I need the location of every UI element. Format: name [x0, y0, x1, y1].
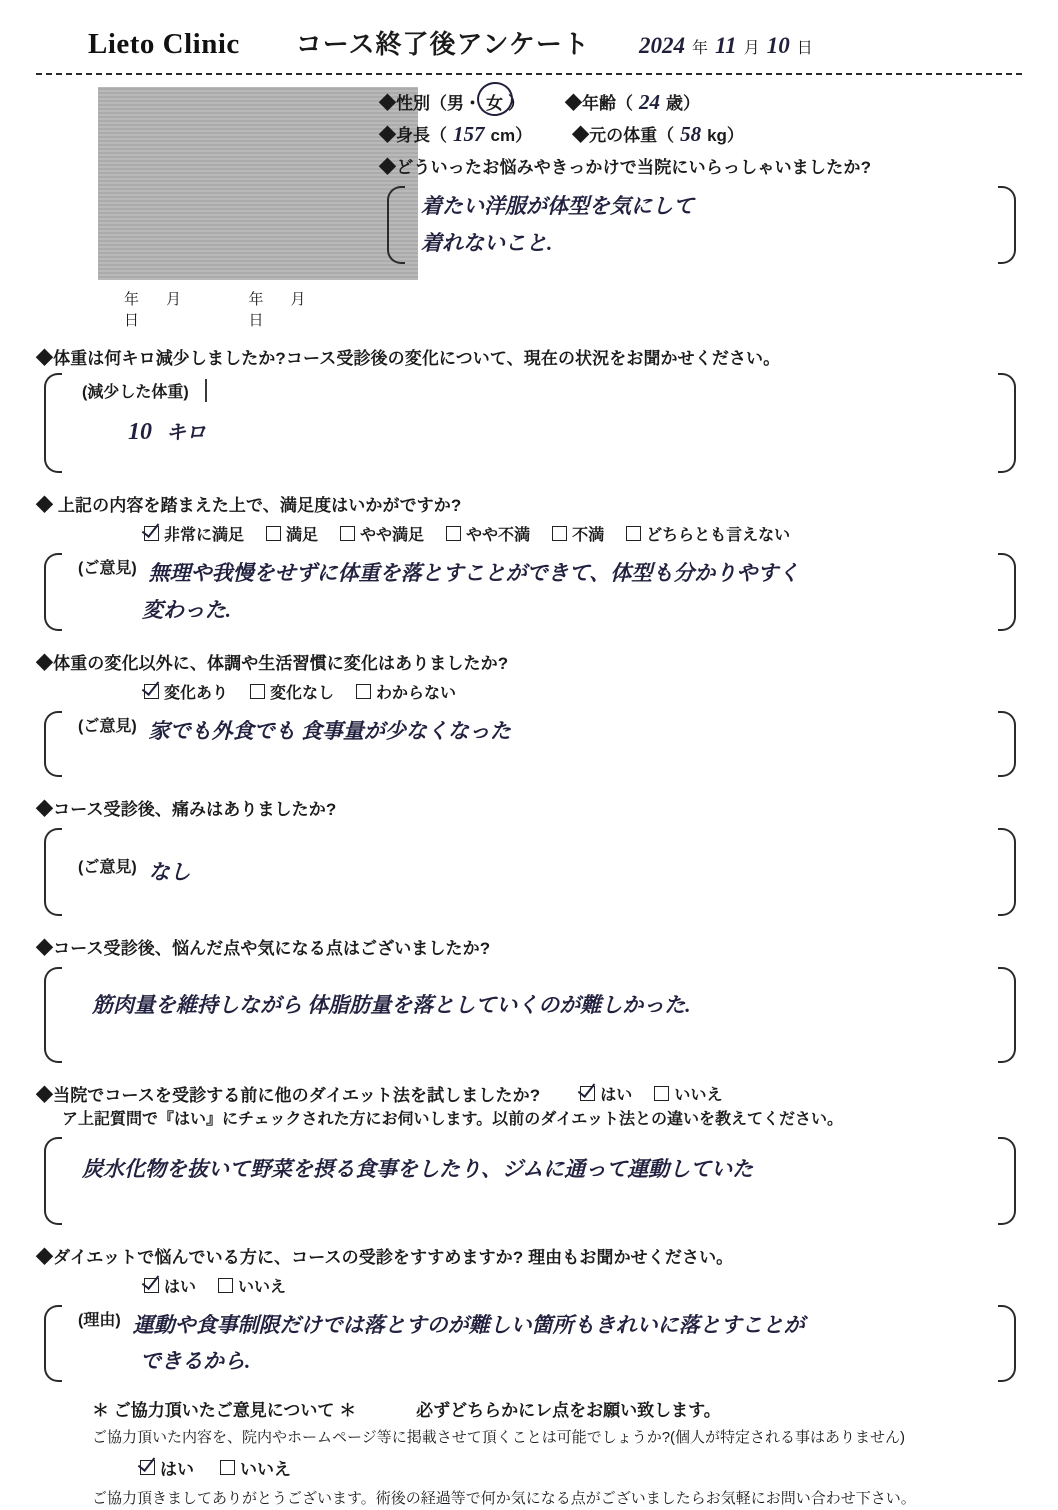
date-year-label: 年: [691, 40, 708, 57]
checkbox-icon[interactable]: [140, 1460, 155, 1475]
footer-heading-right: 必ずどちらかにレ点をお願い致します。: [416, 1401, 721, 1420]
date-field: [634, 33, 813, 59]
gender-option-male[interactable]: 男: [447, 94, 464, 113]
option-label: 変化なし: [270, 684, 335, 702]
other-diet-option-1[interactable]: [654, 1082, 722, 1105]
question-recommend: ◆ダイエットで悩んでいる方に、コースの受診をすすめますか? 理由もお聞かせください。: [36, 1247, 734, 1267]
option-label: はい: [600, 1086, 633, 1104]
lifestyle-options: [36, 674, 1022, 703]
reason-label: (理由): [78, 1311, 121, 1329]
checkbox-icon[interactable]: [144, 526, 159, 541]
option-label: いいえ: [238, 1278, 287, 1296]
lifestyle-opinion-row: [78, 713, 994, 750]
checkbox-icon[interactable]: [580, 1086, 595, 1101]
footer-option-1[interactable]: [220, 1455, 291, 1480]
other-diet-option-0[interactable]: [580, 1082, 632, 1105]
top-section: [36, 87, 1022, 330]
page-title: コース終了後アンケート: [295, 29, 590, 59]
profile-row-1: [379, 89, 1022, 115]
opinion-label: (ご意見): [78, 560, 137, 577]
photo-column: [36, 87, 361, 330]
footer-heading-left: ＊ ご協力頂いたご意見について ＊: [92, 1401, 357, 1420]
option-label: 不満: [572, 527, 605, 544]
original-weight-label: ◆元の体重: [572, 126, 658, 145]
original-weight-value: 58: [680, 122, 702, 146]
height-value: 157: [453, 122, 485, 146]
satisfaction-opinion-row: [78, 555, 994, 592]
option-label: わからない: [376, 684, 457, 702]
satisfaction-option-5[interactable]: [626, 522, 790, 545]
checkbox-icon[interactable]: [144, 684, 159, 699]
pain-opinion-row: [78, 854, 994, 891]
footer-consent-options: [36, 1449, 1022, 1480]
checkbox-icon[interactable]: [356, 684, 371, 699]
recommend-option-1[interactable]: [218, 1274, 286, 1297]
weight-loss-value: 10: [128, 419, 152, 445]
satisfaction-options: [36, 516, 1022, 545]
gender-field: ◆性別 （ 男 ・ 女 ）: [379, 89, 525, 114]
option-label: いいえ: [674, 1086, 723, 1104]
age-unit: 歳: [666, 94, 683, 113]
date-month-label: 月: [743, 40, 760, 57]
question-satisfaction: ◆ 上記の内容を踏まえた上で、満足度はいかがですか?: [36, 496, 462, 515]
question-weight-change: ◆体重は何キロ減少しましたか?コース受診後の変化について、現在の状況をお聞かせください。: [36, 349, 781, 368]
question-other-diet: ◆当院でコースを受診する前に他のダイエット法を試しましたか?: [36, 1085, 541, 1105]
answer-other-diet-line1: 炭水化物を抜いて野菜を摂る食事をしたり、ジムに通って運動していた: [82, 1156, 754, 1181]
checkbox-icon[interactable]: [266, 526, 281, 541]
lifestyle-option-0[interactable]: [144, 680, 228, 703]
recommend-option-0[interactable]: [144, 1274, 196, 1297]
answer-lifestyle-line1: 家でも外食でも 食事量が少なくなった: [148, 718, 511, 743]
satisfaction-option-1[interactable]: [266, 522, 318, 545]
age-label: ◆年齢: [565, 94, 616, 113]
clinic-logo: Lieto Clinic: [88, 28, 240, 60]
satisfaction-option-2[interactable]: [340, 522, 424, 545]
answer-concerns-line1: 筋肉量を維持しながら 体脂肪量を落としていくのが難しかった.: [92, 992, 691, 1017]
question-lifestyle: ◆体重の変化以外に、体調や生活習慣に変化はありましたか?: [36, 653, 509, 673]
gender-label: ◆性別: [379, 94, 430, 113]
answer-pain: [36, 824, 1022, 920]
checkbox-icon[interactable]: [446, 526, 461, 541]
answer-other-diet: [36, 1133, 1022, 1229]
option-label: 満足: [286, 527, 319, 544]
age-field: ◆年齢 （ 24 歳 ）: [565, 90, 700, 114]
option-label: いいえ: [240, 1459, 291, 1479]
checkbox-icon[interactable]: [250, 684, 265, 699]
date-year-value: 2024: [638, 33, 685, 58]
original-weight-unit: kg: [707, 126, 727, 145]
answer-weight-change: [36, 369, 1022, 477]
option-label: どちらとも言えない: [646, 527, 791, 544]
profile-column: [379, 87, 1022, 330]
option-label: やや満足: [360, 527, 425, 544]
answer-satisfaction-line1: 無理や我慢をせずに体重を落とすことができて、体型も分かりやすく: [148, 561, 800, 585]
satisfaction-option-0[interactable]: [144, 522, 244, 545]
checkbox-icon[interactable]: [218, 1278, 233, 1293]
option-label: 非常に満足: [164, 527, 245, 544]
option-label: はい: [164, 1278, 197, 1296]
opinion-label: (ご意見): [78, 858, 137, 876]
answer-concerns: [36, 963, 1022, 1067]
date-day-label: 日: [796, 40, 813, 57]
footer-thanks-text: ご協力頂きましてありがとうございます。術後の経過等で何か気になる点がございましたらお気軽にお問い合わせ下さい。: [92, 1489, 916, 1507]
footer-option-0[interactable]: [140, 1455, 194, 1480]
option-label: やや不満: [466, 527, 531, 544]
checkbox-icon[interactable]: [626, 526, 641, 541]
recommend-options: [36, 1268, 1022, 1297]
patient-photo: [98, 87, 418, 280]
answer-recommend-line2: できるから.: [140, 1349, 251, 1374]
question-other-diet-row: [36, 1081, 1022, 1106]
height-unit: cm: [490, 126, 516, 145]
date-month-value: 11: [714, 33, 737, 58]
age-value: 24: [639, 90, 660, 114]
answer-reason-line1: 着たい洋服が体型を気にして: [421, 194, 694, 218]
weight-loss-unit: キロ: [166, 422, 206, 444]
footer-heading-row: [36, 1396, 1022, 1421]
answer-pain-line1: なし: [148, 859, 191, 884]
header-divider: [36, 73, 1022, 75]
answer-satisfaction-line2: 変わった.: [142, 597, 232, 622]
checkbox-icon[interactable]: [552, 526, 567, 541]
gender-option-female[interactable]: 女: [481, 89, 508, 114]
photo-date-label-2: 年 月 日: [248, 291, 333, 329]
checkbox-icon[interactable]: [144, 1278, 159, 1293]
height-field: ◆身長 （ 157 cm ）: [379, 122, 533, 146]
question-pain: ◆コース受診後、痛みはありましたか?: [36, 799, 337, 819]
option-label: 変化あり: [164, 684, 229, 702]
recommend-reason-row: [78, 1307, 994, 1344]
date-day-value: 10: [766, 33, 790, 58]
lifestyle-option-2[interactable]: [356, 680, 456, 703]
satisfaction-option-4[interactable]: [552, 522, 604, 545]
checkbox-icon[interactable]: [654, 1086, 669, 1101]
checkbox-icon[interactable]: [340, 526, 355, 541]
answer-reason-line2: 着れないこと.: [421, 230, 553, 255]
opinion-label: (ご意見): [78, 717, 137, 735]
question-reason: ◆どういったお悩みやきっかけで当院にいらっしゃいましたか?: [379, 158, 872, 177]
answer-recommend-line1: 運動や食事制限だけでは落とすのが難しい箇所もきれいに落とすことが: [132, 1312, 805, 1337]
page-header: [36, 18, 1022, 71]
photo-date-label-1: 年 月 日: [124, 291, 209, 329]
question-concerns: ◆コース受診後、悩んだ点や気になる点はございましたか?: [36, 938, 491, 958]
profile-row-2: [379, 121, 1022, 147]
answer-lifestyle: [36, 707, 1022, 781]
answer-satisfaction: [36, 549, 1022, 635]
page-footer: [36, 1396, 1022, 1510]
height-label: ◆身長: [379, 126, 430, 145]
original-weight-field: ◆元の体重 （ 58 kg ）: [572, 122, 744, 146]
answer-recommend: [36, 1301, 1022, 1387]
question-other-diet-sub: ア上記質問で『はい』にチェックされた方にお伺いします。以前のダイエット法との違いを教えてください。: [62, 1110, 843, 1128]
option-label: はい: [160, 1459, 194, 1479]
weight-loss-label: (減少した体重): [82, 384, 189, 401]
satisfaction-option-3[interactable]: [446, 522, 530, 545]
footer-consent-text: ご協力頂いた内容を、院内やホームページ等に掲載させて頂くことは可能でしょうか?(個人が特定される事はありません): [92, 1429, 906, 1446]
weight-loss-value-row: [82, 402, 1022, 446]
checkbox-icon[interactable]: [220, 1460, 235, 1475]
lifestyle-option-1[interactable]: [250, 680, 334, 703]
photo-date-labels: [98, 280, 361, 330]
answer-reason: [379, 182, 1022, 268]
